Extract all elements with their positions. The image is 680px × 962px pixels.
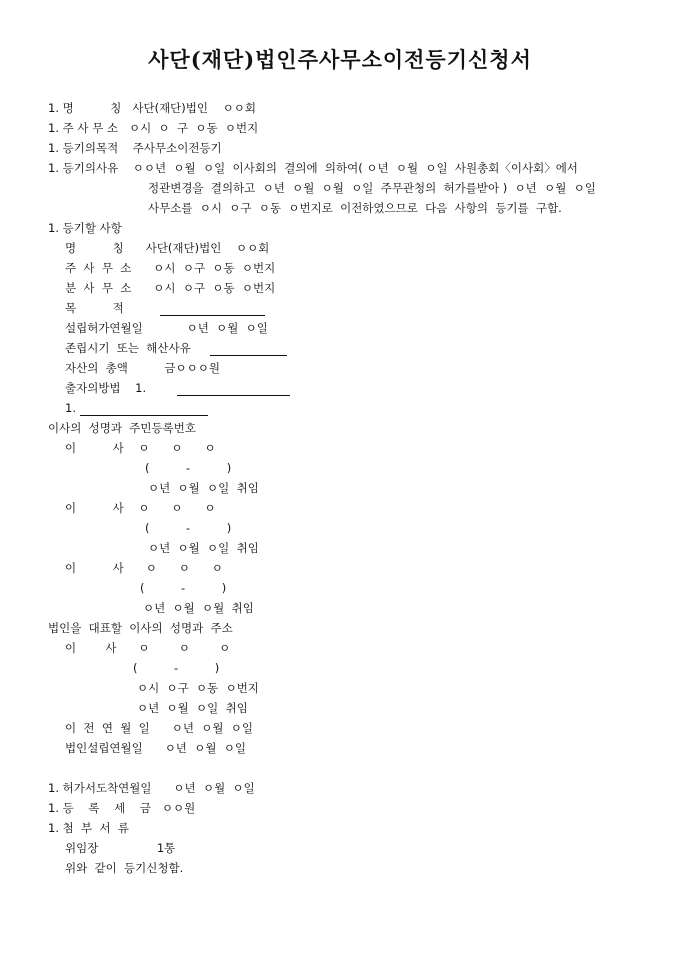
permit-arrival-date: 1. 허가서도착연월일 ㅇ년 ㅇ월 ㅇ일: [48, 781, 255, 795]
item-main-office: 주 사 무 소 ㅇ시 ㅇ구 ㅇ동 ㅇ번지: [65, 261, 276, 275]
section-directors: 이사의 성명과 주민등록번호: [48, 421, 196, 435]
line-reason-cont-2: 사무소를 ㅇ시 ㅇ구 ㅇ동 ㅇ번지로 이전하였으므로 다음 사항의 등기를 구함.: [148, 201, 562, 215]
representative-address: ㅇ시 ㅇ구 ㅇ동 ㅇ번지: [137, 681, 259, 695]
representative-id: ( - ): [133, 661, 220, 675]
director-2-name: 이 사 ㅇ ㅇ ㅇ: [65, 501, 216, 515]
director-1-id: ( - ): [145, 461, 232, 475]
director-1-inauguration: ㅇ년 ㅇ월 ㅇ일 취임: [148, 481, 259, 495]
line-main-office: 1. 주 사 무 소 ㅇ시 ㅇ 구 ㅇ동 ㅇ번지: [48, 121, 259, 135]
section-registration-items: 1. 등기할 사항: [48, 221, 122, 235]
director-2-id: ( - ): [145, 521, 232, 535]
section-representative: 법인을 대표할 이사의 성명과 주소: [48, 621, 233, 635]
item-purpose: 목 적: [65, 301, 124, 315]
section-attachments: 1. 첨 부 서 류: [48, 821, 129, 835]
representative-name: 이 사 ㅇ ㅇ ㅇ: [65, 641, 231, 655]
document-title: 사단(재단)법인주사무소이전등기신청서: [148, 47, 532, 72]
line-reason-cont-1: 정관변경을 결의하고 ㅇ년 ㅇ월 ㅇ월 ㅇ일 주무관청의 허가를받아 ) ㅇ년 ㅇ월 ㅇ일: [148, 181, 596, 195]
director-3-id: ( - ): [140, 581, 227, 595]
contribution-blank-line: [177, 395, 290, 396]
item-name: 명 칭 사단(재단)법인 ㅇㅇ회: [65, 241, 270, 255]
contribution-2-blank-line: [80, 415, 208, 416]
item-contribution-2: 1.: [65, 401, 76, 415]
item-permit-date: 설립허가연월일 ㅇ년 ㅇ월 ㅇ일: [65, 321, 268, 335]
purpose-blank-line: [160, 315, 265, 316]
director-2-inauguration: ㅇ년 ㅇ월 ㅇ일 취임: [148, 541, 259, 555]
line-name: 1. 명 칭 사단(재단)법인 ㅇㅇ회: [48, 101, 256, 115]
director-1-name: 이 사 ㅇ ㅇ ㅇ: [65, 441, 216, 455]
item-contribution-method: 출자의방법 1.: [65, 381, 147, 395]
item-branch-office: 분 사 무 소 ㅇ시 ㅇ구 ㅇ동 ㅇ번지: [65, 281, 276, 295]
establishment-date: 법인설립연월일 ㅇ년 ㅇ월 ㅇ일: [65, 741, 246, 755]
item-duration: 존립시기 또는 해산사유: [65, 341, 191, 355]
item-total-assets: 자산의 총액 금ㅇㅇㅇ원: [65, 361, 220, 375]
closing-statement: 위와 같이 등기신청함.: [65, 861, 184, 875]
line-reason: 1. 등기의사유 ㅇㅇ년 ㅇ월 ㅇ일 이사회의 결의에 의하여( ㅇ년 ㅇ월 ㅇ일 사원총회〈이사회〉에서: [48, 161, 578, 175]
director-3-name: 이 사 ㅇ ㅇ ㅇ: [65, 561, 223, 575]
registration-tax: 1. 등 록 세 금 ㅇㅇ원: [48, 801, 196, 815]
line-purpose: 1. 등기의목적 주사무소이전등기: [48, 141, 222, 155]
director-3-inauguration: ㅇ년 ㅇ월 ㅇ월 취임: [143, 601, 254, 615]
attachment-power-of-attorney: 위임장 1통: [65, 841, 176, 855]
representative-inauguration: ㅇ년 ㅇ월 ㅇ일 취임: [137, 701, 248, 715]
relocation-date: 이 전 연 월 일 ㅇ년 ㅇ월 ㅇ일: [65, 721, 253, 735]
duration-blank-line: [210, 355, 287, 356]
